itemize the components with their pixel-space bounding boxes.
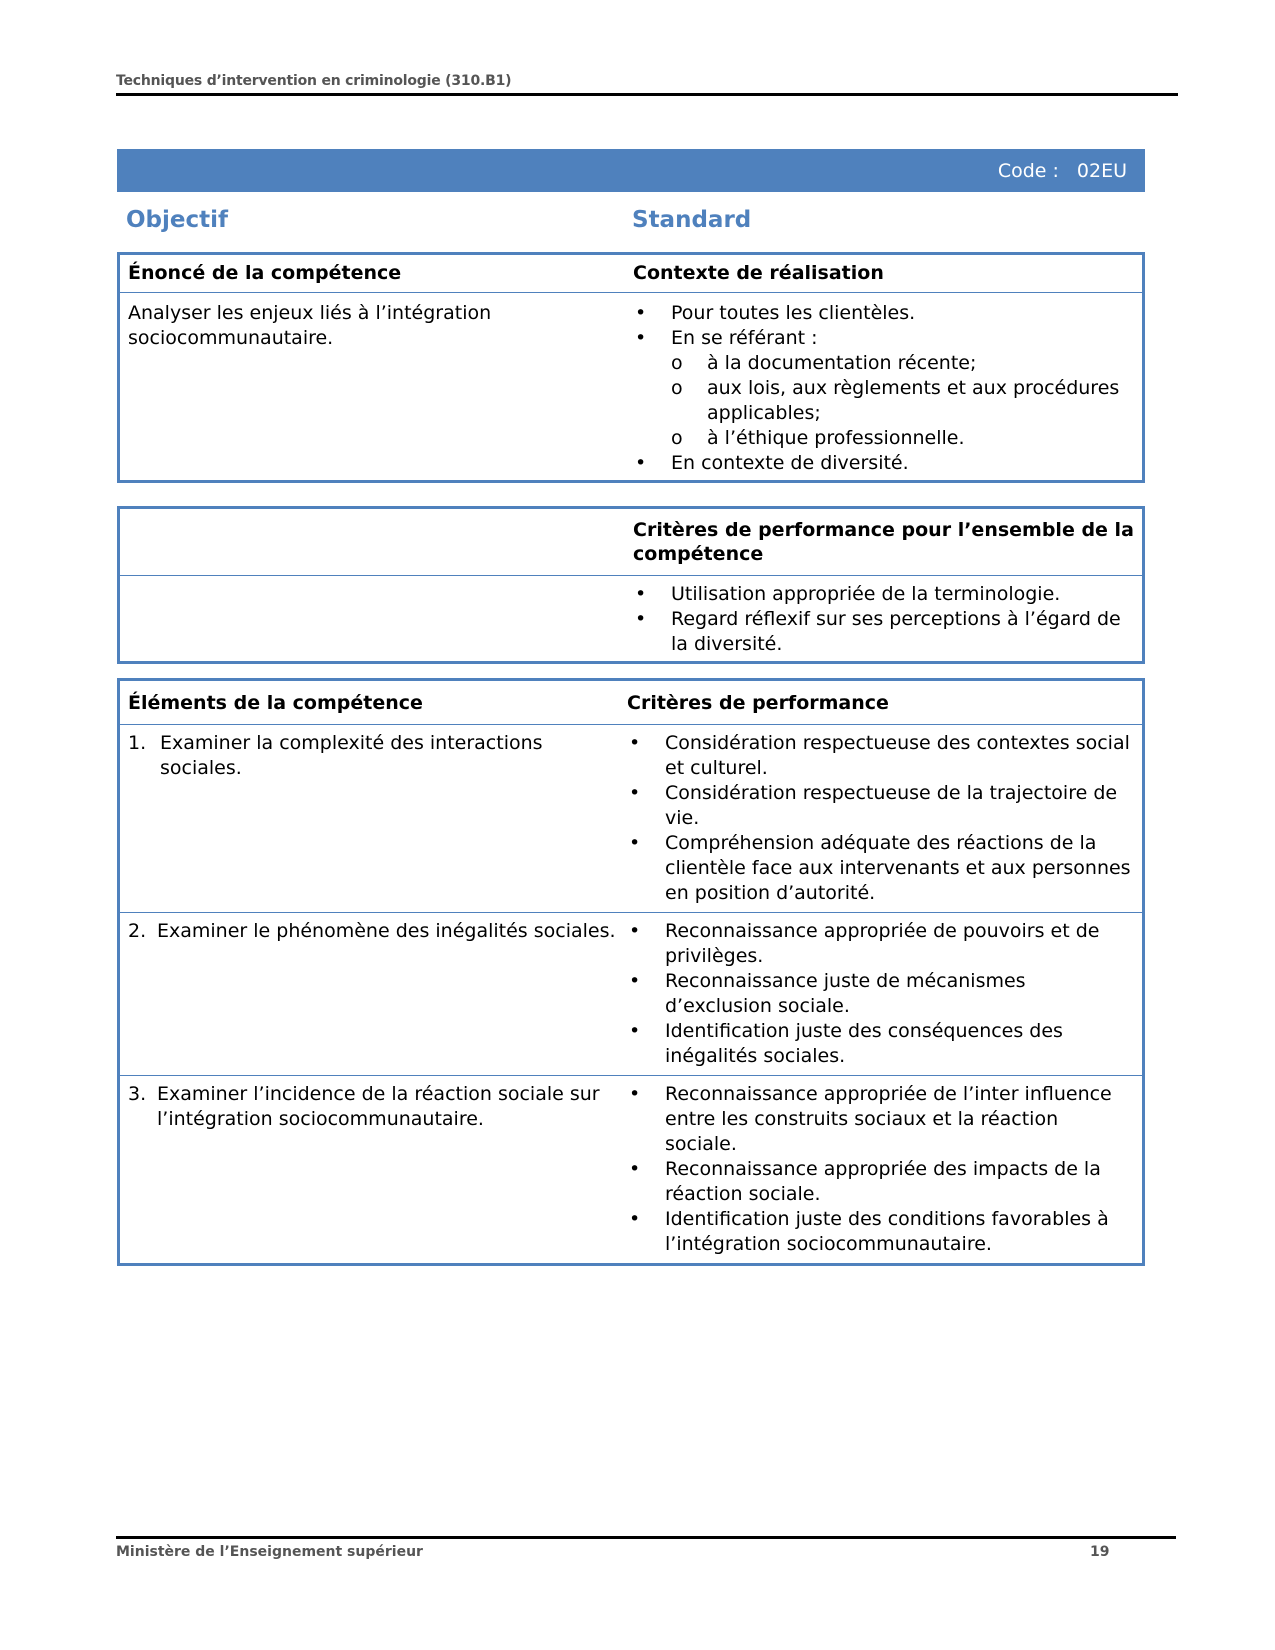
- list-item: • Reconnaissance appropriée de l’inter influence entre les construits sociaux et la réaction sociale.: [627, 1082, 1134, 1157]
- global-criteria-list: [625, 576, 1142, 661]
- elements-header: Éléments de la compétence: [128, 692, 423, 714]
- list-item: • Identification juste des conditions favorables à l’intégration sociocommunautaire.: [627, 1207, 1134, 1257]
- list-item: • Reconnaissance juste de mécanismes d’exclusion sociale.: [627, 969, 1134, 1019]
- list-item: • Reconnaissance appropriée des impacts de la réaction sociale.: [627, 1157, 1134, 1207]
- table-row: [120, 1075, 1142, 1263]
- list-item: • Identification juste des conséquences des inégalités sociales.: [627, 1019, 1134, 1069]
- code-bar: [117, 149, 1145, 192]
- table-header-row: [120, 681, 1142, 724]
- table-header-row: [120, 509, 1142, 575]
- list-item: • En contexte de diversité.: [633, 451, 1134, 476]
- criteria-header: Critères de performance: [627, 692, 889, 714]
- enonce-header: Énoncé de la compétence: [128, 262, 402, 284]
- enonce-text: Analyser les enjeux liés à l’intégration sociocommunautaire.: [128, 302, 492, 349]
- list-item: • Utilisation appropriée de la terminologie.: [633, 582, 1134, 607]
- sub-list-item: o à l’éthique professionnelle.: [671, 426, 1134, 451]
- element-item: 2. Examiner le phénomène des inégalités sociales.: [128, 920, 616, 942]
- page-number: 19: [1090, 1544, 1110, 1560]
- standard-title: Standard: [632, 207, 752, 233]
- list-item: • Compréhension adéquate des réactions de la clientèle face aux intervenants et aux personnes en position d’autorité.: [627, 831, 1134, 906]
- table-row: [120, 912, 1142, 1075]
- running-header: Techniques d’intervention en criminologie (310.B1): [116, 73, 512, 89]
- global-criteria-header: Critères de performance pour l’ensemble de la compétence: [633, 519, 1134, 565]
- objectif-title: Objectif: [126, 207, 229, 233]
- global-criteria-table: [117, 506, 1145, 664]
- code-value: 02EU: [1076, 159, 1127, 182]
- elements-table: [117, 678, 1145, 1266]
- table-row: [120, 292, 1142, 480]
- contexte-header: Contexte de réalisation: [633, 262, 884, 284]
- element-item: 3. Examiner l’incidence de la réaction sociale sur l’intégration sociocommunautaire.: [128, 1083, 600, 1130]
- footer-ministry: Ministère de l’Enseignement supérieur: [116, 1544, 423, 1560]
- list-item: • Considération respectueuse de la trajectoire de vie.: [627, 781, 1134, 831]
- header-rule: [116, 93, 1178, 96]
- list-item: • Pour toutes les clientèles.: [633, 301, 1134, 326]
- list-item: • En se référant : o à la documentation récente; o aux lois, aux règlements et aux procédures applicables; o à l’éthique professionnelle.: [633, 326, 1134, 451]
- code-label: Code :: [997, 159, 1059, 182]
- list-item: • Regard réflexif sur ses perceptions à l’égard de la diversité.: [633, 607, 1134, 657]
- footer-rule: [116, 1536, 1176, 1539]
- list-item: • Considération respectueuse des contextes social et culturel.: [627, 731, 1134, 781]
- competence-table: [117, 252, 1145, 483]
- sub-list-item: o à la documentation récente;: [671, 351, 1134, 376]
- list-item: • Reconnaissance appropriée de pouvoirs et de privilèges.: [627, 919, 1134, 969]
- sub-list-item: o aux lois, aux règlements et aux procédures applicables;: [671, 376, 1134, 426]
- table-header-row: [120, 255, 1142, 292]
- table-row: [120, 575, 1142, 661]
- element-item: 1. Examiner la complexité des interactions sociales.: [128, 732, 543, 779]
- contexte-list: [625, 293, 1142, 480]
- table-row: [120, 724, 1142, 912]
